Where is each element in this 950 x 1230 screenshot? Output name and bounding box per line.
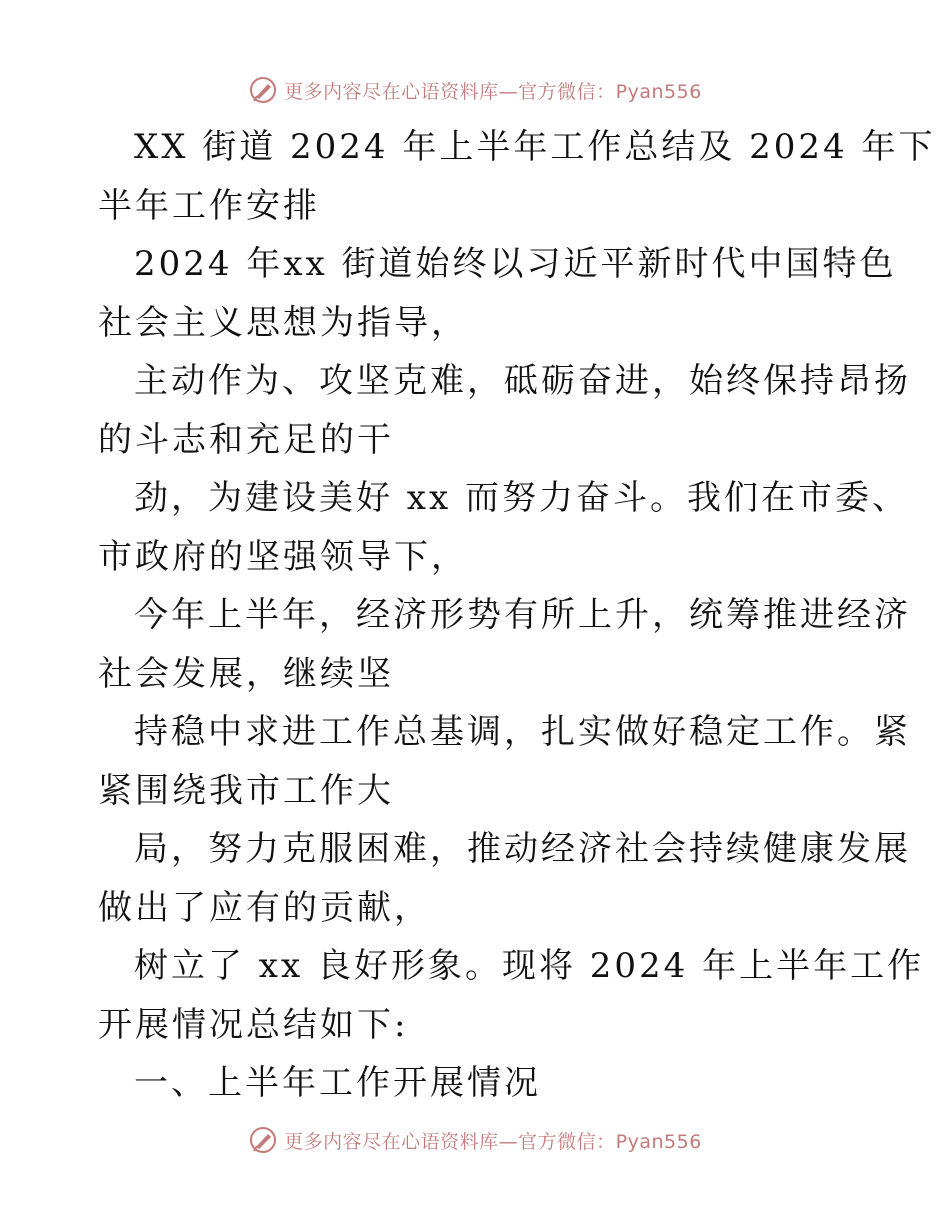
- footer-banner-text: 更多内容尽在心语资料库—官方微信：Pyan556: [284, 1130, 702, 1153]
- paragraph-line: 主动作为、攻坚克难，砥砺奋进，始终保持昂扬: [134, 361, 911, 401]
- footer-watermark-banner: [0, 1120, 950, 1160]
- quill-pen-logo-icon: [248, 75, 278, 105]
- paragraph-line: 树立了 xx 良好形象。现将 2024 年上半年工作: [134, 946, 925, 986]
- doc-title-line-1: XX 街道 2024 年上半年工作总结及 2024 年下: [134, 127, 936, 167]
- doc-title-line-2: 半年工作安排: [98, 185, 320, 226]
- header-banner-text: 更多内容尽在心语资料库—官方微信：Pyan556: [284, 80, 702, 103]
- paragraph-line: 紧围绕我市工作大: [98, 770, 394, 811]
- paragraph-line: 社会发展，继续坚: [98, 653, 394, 694]
- quill-pen-logo-icon: [248, 1125, 278, 1155]
- paragraph-line: 的斗志和充足的干: [98, 419, 394, 460]
- paragraph-line: 局，努力克服困难，推动经济社会持续健康发展: [134, 829, 911, 869]
- paragraph-line: 市政府的坚强领导下，: [98, 536, 468, 577]
- paragraph-line: 2024 年xx 街道始终以习近平新时代中国特色: [134, 244, 897, 284]
- paragraph-line: 做出了应有的贡献，: [98, 887, 431, 928]
- paragraph-line: 开展情况总结如下:: [98, 1004, 409, 1045]
- paragraph-line: 劲，为建设美好 xx 而努力奋斗。我们在市委、: [134, 478, 909, 518]
- document-body: [98, 118, 936, 1113]
- paragraph-line: 社会主义思想为指导，: [98, 302, 468, 343]
- section-heading: 一、上半年工作开展情况: [134, 1063, 541, 1103]
- paragraph-line: 持稳中求进工作总基调，扎实做好稳定工作。紧: [134, 712, 911, 752]
- header-watermark-banner: [0, 70, 950, 110]
- paragraph-line: 今年上半年，经济形势有所上升，统筹推进经济: [134, 595, 911, 635]
